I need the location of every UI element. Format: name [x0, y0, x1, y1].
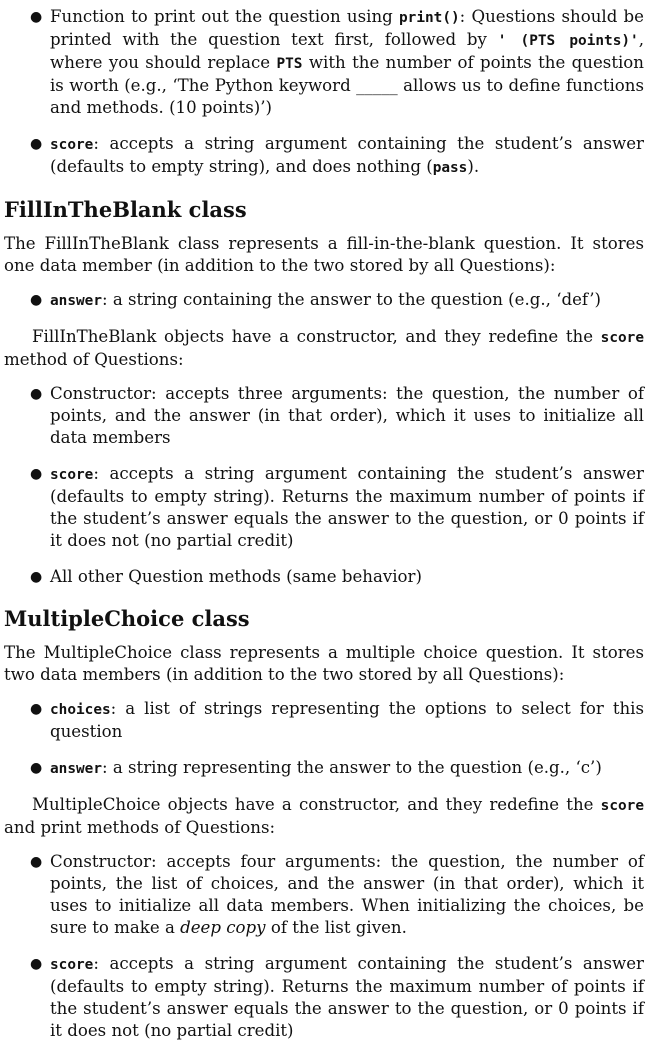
list-item: ● Constructor: accepts three arguments: the question, the number of points, and the answer (in that order), which it uses to initialize all data members [30, 384, 644, 447]
bullet-icon: ● [30, 701, 43, 717]
section-heading-multiplechoice: MultipleChoice class [4, 606, 250, 631]
section-heading-fillintheblank: FillInTheBlank class [4, 197, 247, 222]
list-item: ● All other Question methods (same behavior) [30, 567, 422, 586]
bullet-icon: ● [30, 292, 43, 308]
list-item: ● score: accepts a string argument containing the student’s answer (defaults to empty string). Returns the maximum number of points if the student’s answer equals the answer to the question, or 0 points if it does not (no partial credit) [30, 464, 644, 550]
bullet-icon: ● [30, 136, 43, 152]
list-item: ● Function to print out the question using print(): Questions should be printed with the question text first, followed by ' (PTS points)', where you should replace PTS with the number of points the question is worth (e.g., ‘The Python keyword _____ allows us to define functions and methods. (10 points)’) [30, 7, 644, 117]
list-item: ● score: accepts a string argument containing the student’s answer (defaults to empty string), and does nothing (pass). [30, 134, 644, 176]
list-item: ● score: accepts a string argument containing the student’s answer (defaults to empty string). Returns the maximum number of points if the student’s answer equals the answer to the question, or 0 points if it does not (no partial credit) [30, 954, 644, 1040]
bullet-icon: ● [30, 386, 43, 402]
list-item: ● answer: a string containing the answer to the question (e.g., ‘def’) [30, 290, 602, 309]
bullet-icon: ● [30, 466, 43, 482]
bullet-icon: ● [30, 956, 43, 972]
mc-members-list [4, 698, 644, 780]
paragraph: MultipleChoice objects have a constructor, and they redefine the score and print methods of Questions: [4, 795, 644, 837]
paragraph: The MultipleChoice class represents a multiple choice question. It stores two data members (in addition to the two stored by all Questions): [4, 643, 644, 684]
bullet-icon: ● [30, 760, 43, 776]
mc-methods-list [4, 851, 644, 1042]
bullet-icon: ● [30, 569, 43, 585]
question-methods-list [4, 6, 644, 179]
bullet-icon: ● [30, 9, 43, 25]
list-item: ● answer: a string representing the answer to the question (e.g., ‘c’) [30, 758, 602, 777]
list-item: ● Constructor: accepts four arguments: the question, the number of points, the list of choices, and the answer (in that order), which it uses to initialize all data members. When initializing the choices, be sure to make a deep copy of the list given. [30, 852, 644, 937]
paragraph: The FillInTheBlank class represents a fill-in-the-blank question. It stores one data member (in addition to the two stored by all Questions): [4, 234, 644, 275]
fill-members-list [4, 289, 644, 312]
list-item: ● choices: a list of strings representing the options to select for this question [30, 699, 644, 741]
paragraph: FillInTheBlank objects have a constructor, and they redefine the score method of Questions: [4, 327, 644, 369]
fill-methods-list [4, 383, 644, 588]
bullet-icon: ● [30, 854, 43, 870]
